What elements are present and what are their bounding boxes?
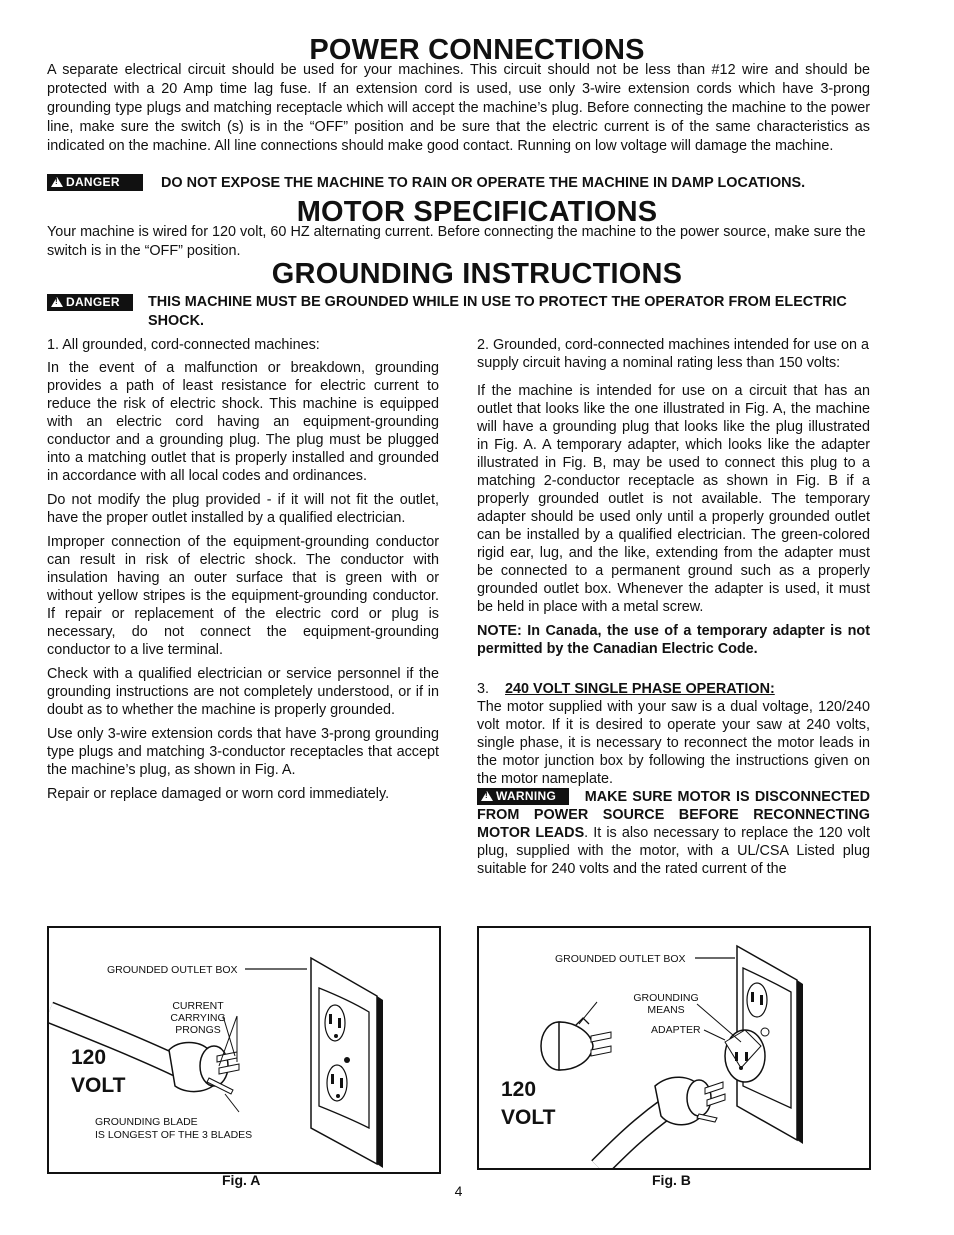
figure-a-frame <box>47 926 441 1174</box>
grounding-danger-text: THIS MACHINE MUST BE GROUNDED WHILE IN USE TO PROTECT THE OPERATOR FROM ELECTRIC SHOCK. <box>148 294 847 329</box>
danger-badge: !DANGER <box>47 294 133 311</box>
figb-means-label-1: GROUNDING <box>633 992 699 1004</box>
page-number: 4 <box>454 1183 463 1199</box>
right-note: NOTE: In Canada, the use of a temporary adapter is not permitted by the Canadian Electric Code. <box>477 623 870 657</box>
figa-volt-number: 120 <box>71 1046 107 1069</box>
motor-specifications-title: MOTOR SPECIFICATIONS <box>296 196 658 228</box>
right-p2: If the machine is intended for use on a circuit that has an outlet that looks like the one illustrated in Fig. A, the machine will have a grounding plug that looks like the plug illustrated in Fig. A. A temporary adapter, which looks like the adapter illustrated in Fig. B, may be used to connect this plug to a matching 2-conductor receptacle as shown in Fig. B if a properly grounded outlet is not available. The temporary adapter should be used only until a properly grounded outlet can be installed by a qualified electrician. The green-colored rigid ear, lug, and the like, extending from the adapter must be connected to a permanent ground such as a properly grounded outlet box. Whenever the adapter is used, it must be held in place with a metal screw. <box>477 383 870 615</box>
grounding-instructions-title: GROUNDING INSTRUCTIONS <box>271 258 683 290</box>
figa-prongs-label: CURRENT CARRYING PRONGS <box>170 1000 226 1036</box>
warning-badge: !WARNING <box>477 788 569 805</box>
left-p6: Use only 3-wire extension cords that have 3-prong grounding type plugs and matching 3-conductor receptacles that accept the machine’s plug, as shown in Fig. A. <box>47 726 439 778</box>
left-p1: 1. All grounded, cord-connected machines: <box>47 337 320 353</box>
figb-means-label-2: MEANS <box>647 1004 685 1016</box>
danger-badge: !DANGER <box>47 174 143 191</box>
figb-outlet-label: GROUNDED OUTLET BOX <box>555 953 686 965</box>
left-p4: Improper connection of the equipment-grounding conductor can result in risk of electric shock. The conductor with insulation having an outer surface that is green with or without yellow stripes is the equipment-grounding conductor. If repair or replacement of the electric cord or plug is necessary, do not connect the equipment-grounding conductor to a live terminal. <box>47 534 439 658</box>
grounding-right-column <box>477 336 870 884</box>
power-connections-body: A separate electrical circuit should be used for your machines. This circuit should not be less than #12 wire and should be protected with a 20 Amp time lag fuse. If an extension cord is used, use only 3-wire extension cords which have 3-prong grounding type plugs and matching receptacle which will accept the machine’s plug. Before connecting the machine to the power line, make sure the switch (s) is in the “OFF” position and be sure that the electric current is of the same characteristics as indicated on the machine. All line connections should make good contact. Running on low voltage will damage the machine. <box>47 62 870 154</box>
figa-blade-label-2: IS LONGEST OF THE 3 BLADES <box>95 1129 253 1141</box>
left-p5: Check with a qualified electrician or service personnel if the grounding instructions are not completely understood, or if in doubt as to whether the machine is properly grounded. <box>47 666 439 718</box>
grounding-left-column <box>47 336 439 809</box>
left-p2: In the event of a malfunction or breakdown, grounding provides a path of least resistance for electric current to reduce the risk of electric shock. This machine is equipped with an electric cord having an equipment-grounding conductor and a grounding plug. The plug must be plugged into a matching outlet that is properly installed and grounded in accordance with all local codes and ordinances. <box>47 360 439 484</box>
grounding-danger-badge-wrap <box>47 294 133 313</box>
power-connections-title: POWER CONNECTIONS <box>309 34 645 66</box>
power-danger-notice <box>47 174 897 193</box>
figb-volt-unit: VOLT <box>501 1106 556 1129</box>
figure-b-caption: Fig. B <box>652 1172 691 1188</box>
warning-triangle-icon <box>51 297 63 307</box>
right-p1: 2. Grounded, cord-connected machines intended for use on a supply circuit having a nominal rating less than 150 volts: <box>477 337 869 371</box>
left-p3: Do not modify the plug provided - if it will not fit the outlet, have the proper outlet installed by a qualified electrician. <box>47 492 439 526</box>
right-warning: !WARNING MAKE SURE MOTOR IS DISCONNECTED FROM POWER SOURCE BEFORE RECONNECTING MOTOR LEADS. It is also necessary to replace the 120 volt plug, supplied with the motor, with a UL/CSA Listed plug suitable for 240 volts and the rated current of the <box>477 788 870 878</box>
warning-triangle-icon <box>51 177 63 187</box>
figb-volt-number: 120 <box>501 1078 537 1101</box>
figa-outlet-label: GROUNDED OUTLET BOX <box>107 964 238 976</box>
motor-specifications-body: Your machine is wired for 120 volt, 60 HZ alternating current. Before connecting the machine to the power source, make sure the switch is in the “OFF” position. <box>47 224 866 259</box>
right-p4: The motor supplied with your saw is a dual voltage, 120/240 volt motor. If it is desired to operate your saw at 240 volts, single phase, it is necessary to reconnect the motor leads in the motor junction box by following the instructions given on the motor nameplate. <box>477 699 870 787</box>
figa-volt-unit: VOLT <box>71 1074 126 1097</box>
figb-adapter-label: ADAPTER <box>651 1024 701 1036</box>
warning-triangle-icon <box>481 791 493 801</box>
figa-blade-label-1: GROUNDING BLADE <box>95 1116 198 1128</box>
power-danger-text: DO NOT EXPOSE THE MACHINE TO RAIN OR OPERATE THE MACHINE IN DAMP LOCATIONS. <box>161 175 806 191</box>
left-p7: Repair or replace damaged or worn cord immediately. <box>47 786 390 802</box>
figure-a-caption: Fig. A <box>222 1172 261 1188</box>
right-p3-heading: 3. 240 VOLT SINGLE PHASE OPERATION: <box>477 681 775 697</box>
figure-b-frame <box>477 926 871 1170</box>
